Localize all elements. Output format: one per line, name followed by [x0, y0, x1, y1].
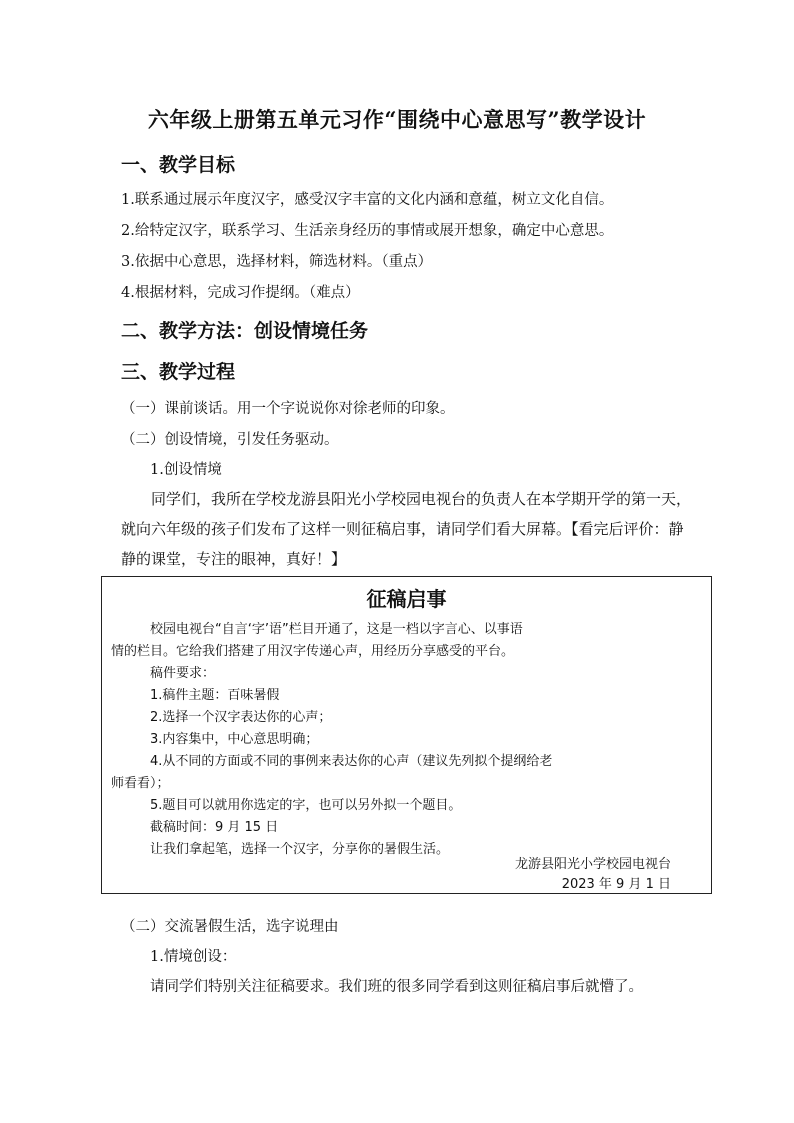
goal-item: 3.依据中心意思，选择材料，筛选材料。（重点）	[121, 254, 433, 270]
goal-item: 4.根据材料，完成习作提纲。（难点）	[121, 285, 360, 301]
notice-closing: 让我们拿起笔，选择一个汉字，分享你的暑假生活。	[150, 842, 450, 857]
intro-paragraph: 同学们，我所在学校龙游县阳光小学校园电视台的负责人在本学期开学的第一天，就向六年级的孩子们发布了这样一则征稿启事，请同学们看大屏幕。【看完后评价：静静的课堂，专注的眼神，真好！】	[121, 490, 692, 568]
process-step: （二）交流暑假生活，选字说理由	[121, 919, 339, 935]
notice-requirement-cont: 师看看）；	[111, 776, 170, 791]
process-step: （二）创设情境，引发任务驱动。	[121, 432, 339, 448]
process-substep: 1.情境创设：	[150, 949, 237, 965]
notice-organization: 龙游县阳光小学校园电视台	[514, 857, 671, 872]
notice-date: 2023 年 9 月 1 日	[561, 877, 671, 892]
notice-requirement: 4.从不同的方面或不同的事例来表达你的心声（建议先列拟个提纲给老	[150, 754, 553, 769]
notice-requirement: 2.选择一个汉字表达你的心声；	[150, 710, 332, 725]
goal-item: 1.联系通过展示年度汉字，感受汉字丰富的文化内涵和意蕴，树立文化自信。	[121, 192, 614, 208]
section-heading-process: 三、教学过程	[121, 361, 236, 383]
goal-item: 2.给特定汉字，联系学习、生活亲身经历的事情或展开想象，确定中心意思。	[121, 223, 614, 239]
notice-line: 情的栏目。它给我们搭建了用汉字传递心声，用经历分享感受的平台。	[111, 644, 515, 659]
process-step: （一）课前谈话。用一个字说说你对徐老师的印象。	[121, 401, 455, 417]
section-heading-goals: 一、教学目标	[121, 154, 236, 176]
notice-line: 校园电视台“自言‘字’语”栏目开通了，这是一档以字言心、以事语	[150, 622, 523, 637]
notice-requirements-label: 稿件要求：	[150, 666, 216, 681]
notice-requirement: 5.题目可以就用你选定的字，也可以另外拟一个题目。	[150, 798, 462, 813]
document-title: 六年级上册第五单元习作“围绕中心意思写”教学设计	[147, 107, 647, 132]
notice-deadline: 截稿时间：9 月 15 日	[150, 820, 279, 835]
notice-requirement: 1.稿件主题：百味暑假	[150, 688, 280, 703]
notice-requirement: 3.内容集中，中心意思明确；	[150, 732, 319, 747]
section-heading-method: 二、教学方法：创设情境任务	[121, 320, 369, 342]
call-for-submissions-box	[101, 576, 712, 894]
closing-paragraph: 请同学们特别关注征稿要求。我们班的很多同学看到这则征稿启事后就懵了。	[150, 979, 643, 995]
process-substep: 1.创设情境	[150, 462, 222, 478]
notice-title: 征稿启事	[366, 587, 447, 611]
